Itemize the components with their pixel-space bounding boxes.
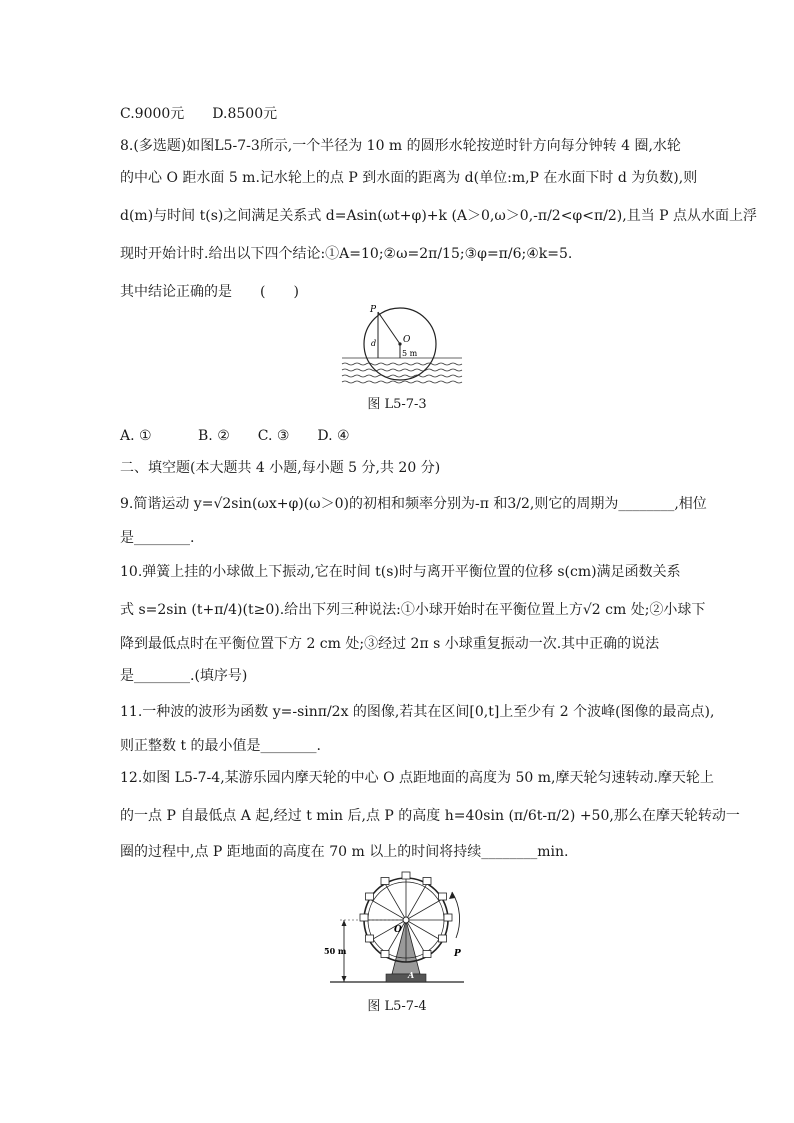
ferris-label-o: O <box>394 925 402 935</box>
question-8-prompt: 其中结论正确的是 ( ) <box>120 284 299 300</box>
section-2-heading: 二、填空题(本大题共 4 小题,每小题 5 分,共 20 分) <box>120 460 441 476</box>
question-11-line-1: 11.一种波的波形为函数 y=-sinπ/2x 的图像,若其在区间[0,t]上至少有 2 个波峰(图像的最高点), <box>120 704 715 720</box>
question-12-line-2: 的一点 P 自最低点 A 起,经过 t min 后,点 P 的高度 h=40sin (π/6t-π/2) +50,那么在摩天轮转动一 <box>120 808 740 824</box>
question-8-line-1: 8.(多选题)如图L5-7-3所示,一个半径为 10 m 的圆形水轮按逆时针方向每分钟转 4 圈,水轮 <box>120 138 681 154</box>
ferris-label-height: 50 m <box>324 946 347 956</box>
ferris-label-p: P <box>454 949 461 959</box>
question-10-line-3: 降到最低点时在平衡位置下方 2 cm 处;③经过 2π s 小球重复振动一次.其中正确的说法 <box>120 636 660 652</box>
question-12-line-3: 圈的过程中,点 P 距地面的高度在 70 m 以上的时间将持续________min. <box>120 844 569 860</box>
figure-caption-l5-7-4: 图 L5-7-4 <box>367 999 427 1014</box>
question-10-line-4: 是________.(填序号) <box>120 668 248 684</box>
question-11-line-2: 则正整数 t 的最小值是________. <box>120 738 321 754</box>
question-9-line-2: 是________. <box>120 530 195 546</box>
ferris-label-a: A <box>408 970 415 980</box>
question-10-line-1: 10.弹簧上挂的小球做上下振动,它在时间 t(s)时与离开平衡位置的位移 s(cm)满足函数关系 <box>120 564 681 580</box>
question-8-line-3: d(m)与时间 t(s)之间满足关系式 d=Asin(ωt+φ)+k (A＞0,ω＞0,-π/2<φ<π/2),且当 P 点从水面上浮 <box>120 208 758 224</box>
wheel-label-o: O <box>403 335 411 345</box>
wheel-label-d: d <box>371 339 377 348</box>
question-8-line-2: 的中心 O 距水面 5 m.记水轮上的点 P 到水面的距离为 d(单位:m,P 在水面下时 d 为负数),则 <box>120 170 698 186</box>
question-9-line-1: 9.简谐运动 y=√2sin(ωx+φ)(ω＞0)的初相和频率分别为-π 和3/2,则它的周期为________,相位 <box>120 496 707 512</box>
wheel-label-5m: 5 m <box>402 349 418 358</box>
option-line-cd: C.9000元 D.8500元 <box>120 106 278 122</box>
wheel-label-p: P <box>370 305 377 315</box>
question-8-line-4: 现时开始计时.给出以下四个结论:①A=10;②ω=2π/15;③φ=π/6;④k=5. <box>120 246 573 262</box>
question-8-options: A. ① B. ② C. ③ D. ④ <box>120 428 350 444</box>
ferris-wheel-figure <box>322 868 472 988</box>
question-12-line-1: 12.如图 L5-7-4,某游乐园内摩天轮的中心 O 点距地面的高度为 50 m,摩天轮匀速转动.摩天轮上 <box>120 770 714 786</box>
question-10-line-2: 式 s=2sin (t+π/4)(t≥0).给出下列三种说法:①小球开始时在平衡位置上方√2 cm 处;②小球下 <box>120 602 706 618</box>
water-wheel-figure <box>336 300 466 394</box>
figure-caption-l5-7-3: 图 L5-7-3 <box>367 397 427 412</box>
